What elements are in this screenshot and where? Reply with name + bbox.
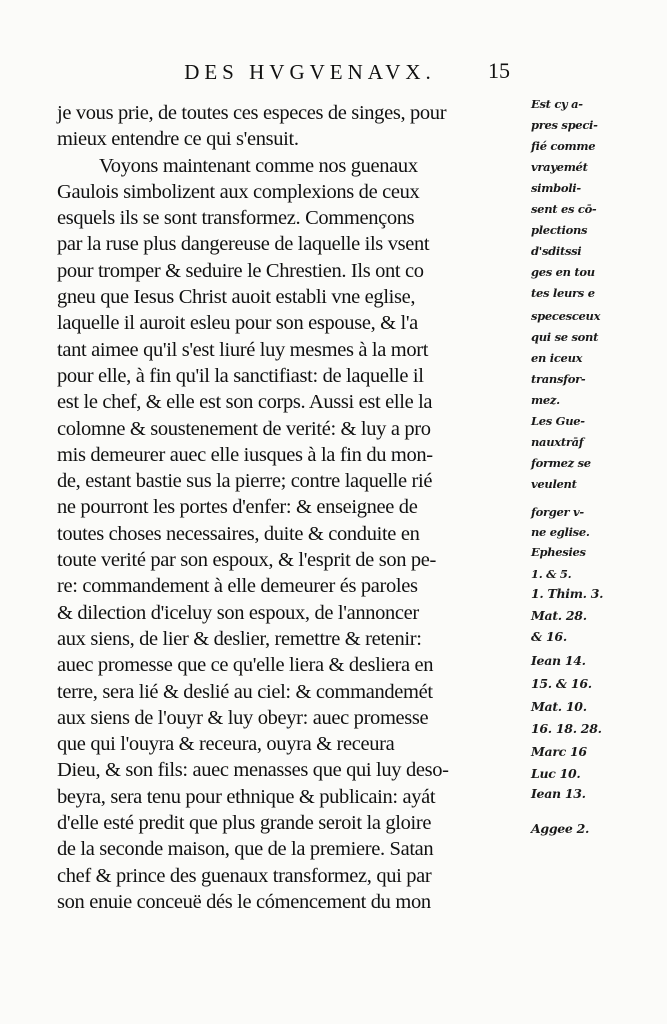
margin-note: transfor- — [531, 372, 586, 386]
margin-note: plections — [531, 223, 588, 237]
margin-note: specesceux — [531, 309, 601, 323]
margin-note: 15. & 16. — [531, 676, 592, 691]
margin-note: 1. & 5. — [531, 567, 572, 581]
text-line: aux siens, de lier & deslier, remettre & retenir: — [57, 627, 422, 650]
text-line: de, estant bastie sus la pierre; contre laquelle rié — [57, 470, 433, 493]
margin-note: Iean 13. — [531, 786, 586, 801]
margin-note: Ephesies — [531, 545, 586, 559]
text-line: aux siens de l'ouyr & luy obeyr: auec promesse — [57, 706, 429, 729]
margin-note: Luc 10. — [531, 766, 581, 781]
text-line: laquelle il auroit esleu pour son espouse, & l'a — [57, 312, 418, 335]
text-line: esquels ils se sont transformez. Commençons — [57, 207, 415, 230]
margin-note: ne eglise. — [531, 525, 590, 539]
margin-note: fié comme — [531, 139, 596, 153]
margin-note: qui se sont — [531, 330, 599, 344]
margin-note: nauxtrāf — [531, 435, 584, 449]
text-line: je vous prie, de toutes ces especes de singes, pour — [57, 102, 447, 124]
margin-note: pres speci- — [531, 118, 598, 132]
page-number: 15 — [488, 58, 510, 83]
margin-note: veulent — [531, 477, 577, 491]
margin-note: Est cy a- — [531, 97, 583, 111]
text-line: par la ruse plus dangereuse de laquelle ils vsent — [57, 233, 430, 256]
text-line: son enuie conceuë dés le cómencement du mon — [57, 890, 431, 913]
margin-note: en iceux — [531, 351, 583, 365]
margin-note: Iean 14. — [531, 653, 586, 668]
text-line: d'elle esté predit que plus grande seroit la gloire — [57, 812, 432, 835]
running-head: DES HVGVENAVX. — [184, 60, 436, 84]
text-line: re: commandement à elle demeurer és paroles — [57, 575, 418, 598]
margin-note: Mat. 28. — [531, 608, 587, 623]
margin-note: d'sditssi — [531, 244, 582, 258]
text-line: ne pourront les portes d'enfer: & enseignee de — [57, 496, 418, 519]
text-line: Dieu, & son fils: auec menasses que qui luy deso- — [57, 759, 449, 782]
text-line: pour elle, à fin qu'il la sanctifiast: de laquelle il — [57, 364, 424, 387]
text-line: mieux entendre ce qui s'ensuit. — [57, 128, 299, 151]
margin-note: mez. — [531, 393, 560, 407]
text-line: mis demeurer auec elle iusques à la fin du mon- — [57, 443, 433, 466]
margin-note: Aggee 2. — [531, 821, 590, 836]
text-line: Voyons maintenant comme nos guenaux — [99, 154, 418, 177]
text-line: colomne & soustenement de verité: & luy a pro — [57, 417, 431, 440]
margin-note: forger v- — [531, 505, 584, 519]
margin-note: simboli- — [531, 181, 581, 195]
text-line: que qui l'ouyra & receura, ouyra & receura — [57, 733, 395, 756]
margin-note: 1. Thim. 3. — [531, 586, 604, 601]
margin-note: & 16. — [531, 629, 567, 644]
text-line: est le chef, & elle est son corps. Aussi est elle la — [57, 391, 433, 414]
text-line: de la seconde maison, que de la premiere. Satan — [57, 838, 434, 861]
body-text — [57, 100, 527, 915]
text-line: gneu que Iesus Christ auoit establi vne eglise, — [57, 286, 416, 309]
text-line: & dilection d'iceluy son espoux, de l'annoncer — [57, 601, 419, 624]
margin-note: Marc 16 — [531, 744, 587, 759]
text-line: beyra, sera tenu pour ethnique & publicain: ayát — [57, 785, 436, 808]
text-line: tant aimee qu'il s'est liuré luy mesmes à la mort — [57, 338, 429, 361]
margin-note: Les Gue- — [531, 414, 585, 428]
margin-note: sent es cō- — [531, 202, 597, 216]
text-line: chef & prince des guenaux transformez, qui par — [57, 864, 432, 887]
margin-note: 16. 18. 28. — [531, 721, 602, 736]
text-line: pour tromper & seduire le Chrestien. Ils ont co — [57, 259, 424, 282]
margin-note: vrayemét — [531, 160, 588, 174]
margin-note: Mat. 10. — [531, 699, 587, 714]
text-line: terre, sera lié & deslié au ciel: & commandemét — [57, 680, 433, 703]
margin-note: tes leurs e — [531, 286, 595, 300]
margin-note: ges en tou — [531, 265, 595, 279]
text-line: Gaulois simbolizent aux complexions de ceux — [57, 180, 420, 203]
text-line: auec promesse que ce qu'elle liera & desliera en — [57, 654, 434, 677]
text-line: toute verité par son espoux, & l'esprit de son pe- — [57, 549, 437, 572]
margin-note: formez se — [531, 456, 591, 470]
text-line: toutes choses necessaires, duite & conduite en — [57, 522, 420, 545]
